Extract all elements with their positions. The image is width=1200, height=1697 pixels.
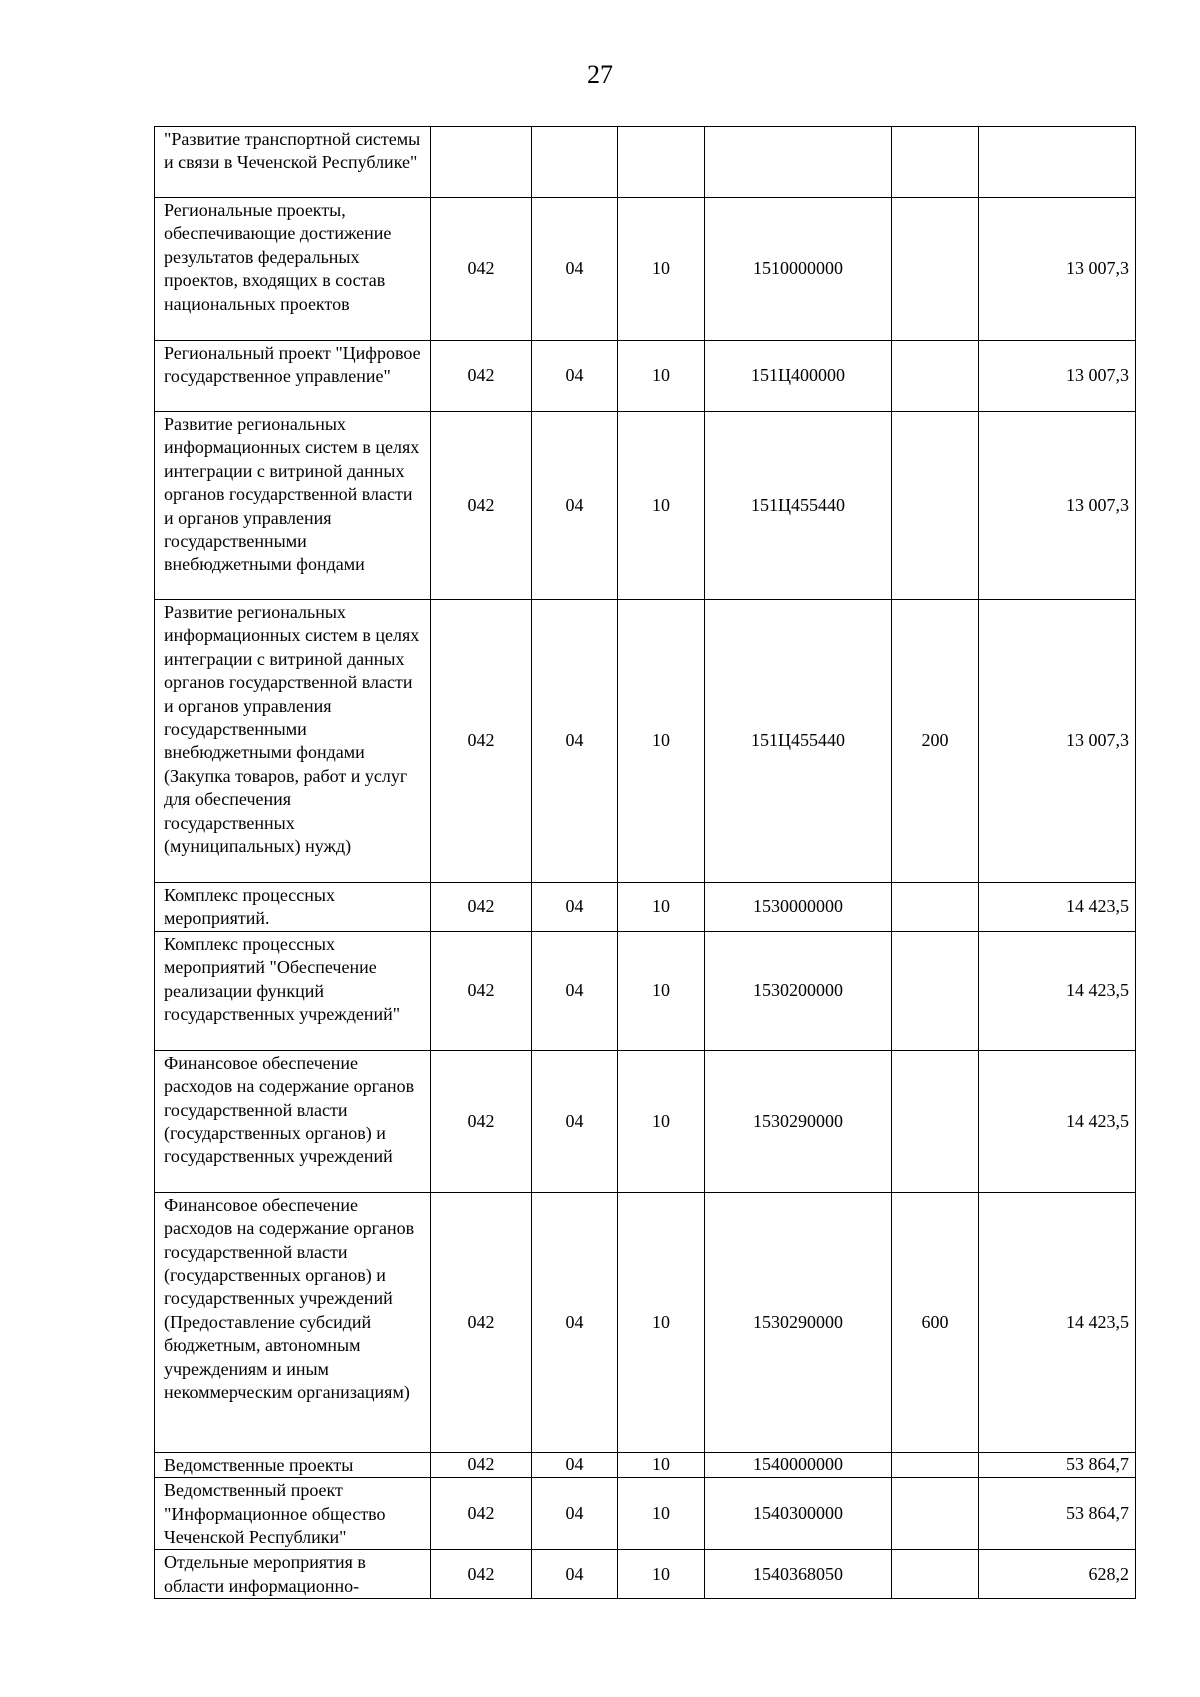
ministry-code-cell — [431, 127, 532, 198]
amount-cell: 14 423,5 — [979, 1192, 1136, 1452]
row-name-cell: Региональные проекты, обеспечивающие достижение результатов федеральных проектов, входящих в состав национальных проектов — [155, 198, 431, 341]
budget-table — [154, 126, 1136, 1599]
row-name-cell: Финансовое обеспечение расходов на содержание органов государственной власти (государственных органов) и государственных учреждений — [155, 1050, 431, 1192]
expense-type-cell — [892, 883, 979, 932]
amount-cell: 14 423,5 — [979, 931, 1136, 1050]
table-body — [155, 127, 1136, 1599]
section-code-cell: 04 — [532, 1478, 618, 1550]
target-article-cell: 151Ц400000 — [705, 341, 892, 412]
target-article-cell: 1530200000 — [705, 931, 892, 1050]
subsection-code-cell: 10 — [618, 1452, 705, 1477]
row-name-cell: Региональный проект "Цифровое государственное управление" — [155, 341, 431, 412]
section-code-cell: 04 — [532, 1550, 618, 1599]
ministry-code-cell: 042 — [431, 1452, 532, 1477]
ministry-code-cell: 042 — [431, 341, 532, 412]
row-name-cell: Комплекс процессных мероприятий. — [155, 883, 431, 932]
section-code-cell: 04 — [532, 341, 618, 412]
section-code-cell — [532, 127, 618, 198]
ministry-code-cell: 042 — [431, 931, 532, 1050]
amount-cell: 13 007,3 — [979, 341, 1136, 412]
target-article-cell: 1530290000 — [705, 1192, 892, 1452]
target-article-cell — [705, 127, 892, 198]
section-code-cell: 04 — [532, 1050, 618, 1192]
ministry-code-cell: 042 — [431, 883, 532, 932]
row-name-cell: "Развитие транспортной системы и связи в Чеченской Республике" — [155, 127, 431, 198]
subsection-code-cell: 10 — [618, 1550, 705, 1599]
subsection-code-cell: 10 — [618, 341, 705, 412]
section-code-cell: 04 — [532, 931, 618, 1050]
amount-cell — [979, 127, 1136, 198]
target-article-cell: 1510000000 — [705, 198, 892, 341]
target-article-cell: 1540300000 — [705, 1478, 892, 1550]
row-name-cell: Развитие региональных информационных систем в целях интеграции с витриной данных органов государственной власти и органов управления государственными внебюджетными фондами (Закупка товаров, работ и услуг для обеспечения государственных (муниципальных) нужд) — [155, 600, 431, 883]
expense-type-cell — [892, 1050, 979, 1192]
subsection-code-cell: 10 — [618, 1192, 705, 1452]
subsection-code-cell — [618, 127, 705, 198]
expense-type-cell — [892, 1452, 979, 1477]
target-article-cell: 1530290000 — [705, 1050, 892, 1192]
subsection-code-cell: 10 — [618, 600, 705, 883]
expense-type-cell — [892, 127, 979, 198]
target-article-cell: 151Ц455440 — [705, 412, 892, 600]
row-name-cell: Развитие региональных информационных систем в целях интеграции с витриной данных органов государственной власти и органов управления государственными внебюджетными фондами — [155, 412, 431, 600]
expense-type-cell — [892, 341, 979, 412]
target-article-cell: 1540368050 — [705, 1550, 892, 1599]
subsection-code-cell: 10 — [618, 198, 705, 341]
amount-cell: 53 864,7 — [979, 1452, 1136, 1477]
table-row — [155, 341, 1136, 412]
ministry-code-cell: 042 — [431, 1550, 532, 1599]
section-code-cell: 04 — [532, 198, 618, 341]
amount-cell: 53 864,7 — [979, 1478, 1136, 1550]
amount-cell: 13 007,3 — [979, 412, 1136, 600]
table-row — [155, 1050, 1136, 1192]
expense-type-cell: 200 — [892, 600, 979, 883]
ministry-code-cell: 042 — [431, 1050, 532, 1192]
table-row — [155, 1478, 1136, 1550]
amount-cell: 14 423,5 — [979, 1050, 1136, 1192]
expense-type-cell — [892, 1478, 979, 1550]
table-row — [155, 1550, 1136, 1599]
expense-type-cell — [892, 412, 979, 600]
target-article-cell: 1540000000 — [705, 1452, 892, 1477]
section-code-cell: 04 — [532, 600, 618, 883]
subsection-code-cell: 10 — [618, 1050, 705, 1192]
table-row — [155, 198, 1136, 341]
target-article-cell: 1530000000 — [705, 883, 892, 932]
row-name-cell: Ведомственный проект "Информационное общество Чеченской Республики" — [155, 1478, 431, 1550]
section-code-cell: 04 — [532, 412, 618, 600]
subsection-code-cell: 10 — [618, 931, 705, 1050]
row-name-cell: Финансовое обеспечение расходов на содержание органов государственной власти (государственных органов) и государственных учреждений (Предоставление субсидий бюджетным, автономным учреждениям и иным некоммерческим организациям) — [155, 1192, 431, 1452]
ministry-code-cell: 042 — [431, 412, 532, 600]
amount-cell: 14 423,5 — [979, 883, 1136, 932]
expense-type-cell: 600 — [892, 1192, 979, 1452]
target-article-cell: 151Ц455440 — [705, 600, 892, 883]
section-code-cell: 04 — [532, 1452, 618, 1477]
amount-cell: 13 007,3 — [979, 600, 1136, 883]
subsection-code-cell: 10 — [618, 412, 705, 600]
expense-type-cell — [892, 198, 979, 341]
amount-cell: 628,2 — [979, 1550, 1136, 1599]
table-row — [155, 127, 1136, 198]
ministry-code-cell: 042 — [431, 600, 532, 883]
table-row — [155, 412, 1136, 600]
row-name-cell: Отдельные мероприятия в области информационно- — [155, 1550, 431, 1599]
subsection-code-cell: 10 — [618, 883, 705, 932]
amount-cell: 13 007,3 — [979, 198, 1136, 341]
table-row — [155, 600, 1136, 883]
expense-type-cell — [892, 931, 979, 1050]
section-code-cell: 04 — [532, 1192, 618, 1452]
table-row — [155, 883, 1136, 932]
expense-type-cell — [892, 1550, 979, 1599]
ministry-code-cell: 042 — [431, 198, 532, 341]
table-row — [155, 931, 1136, 1050]
section-code-cell: 04 — [532, 883, 618, 932]
table-row — [155, 1452, 1136, 1477]
page-number: 27 — [587, 60, 613, 89]
subsection-code-cell: 10 — [618, 1478, 705, 1550]
row-name-cell: Комплекс процессных мероприятий "Обеспечение реализации функций государственных учреждений" — [155, 931, 431, 1050]
row-name-cell: Ведомственные проекты — [155, 1452, 431, 1477]
ministry-code-cell: 042 — [431, 1192, 532, 1452]
ministry-code-cell: 042 — [431, 1478, 532, 1550]
table-row — [155, 1192, 1136, 1452]
